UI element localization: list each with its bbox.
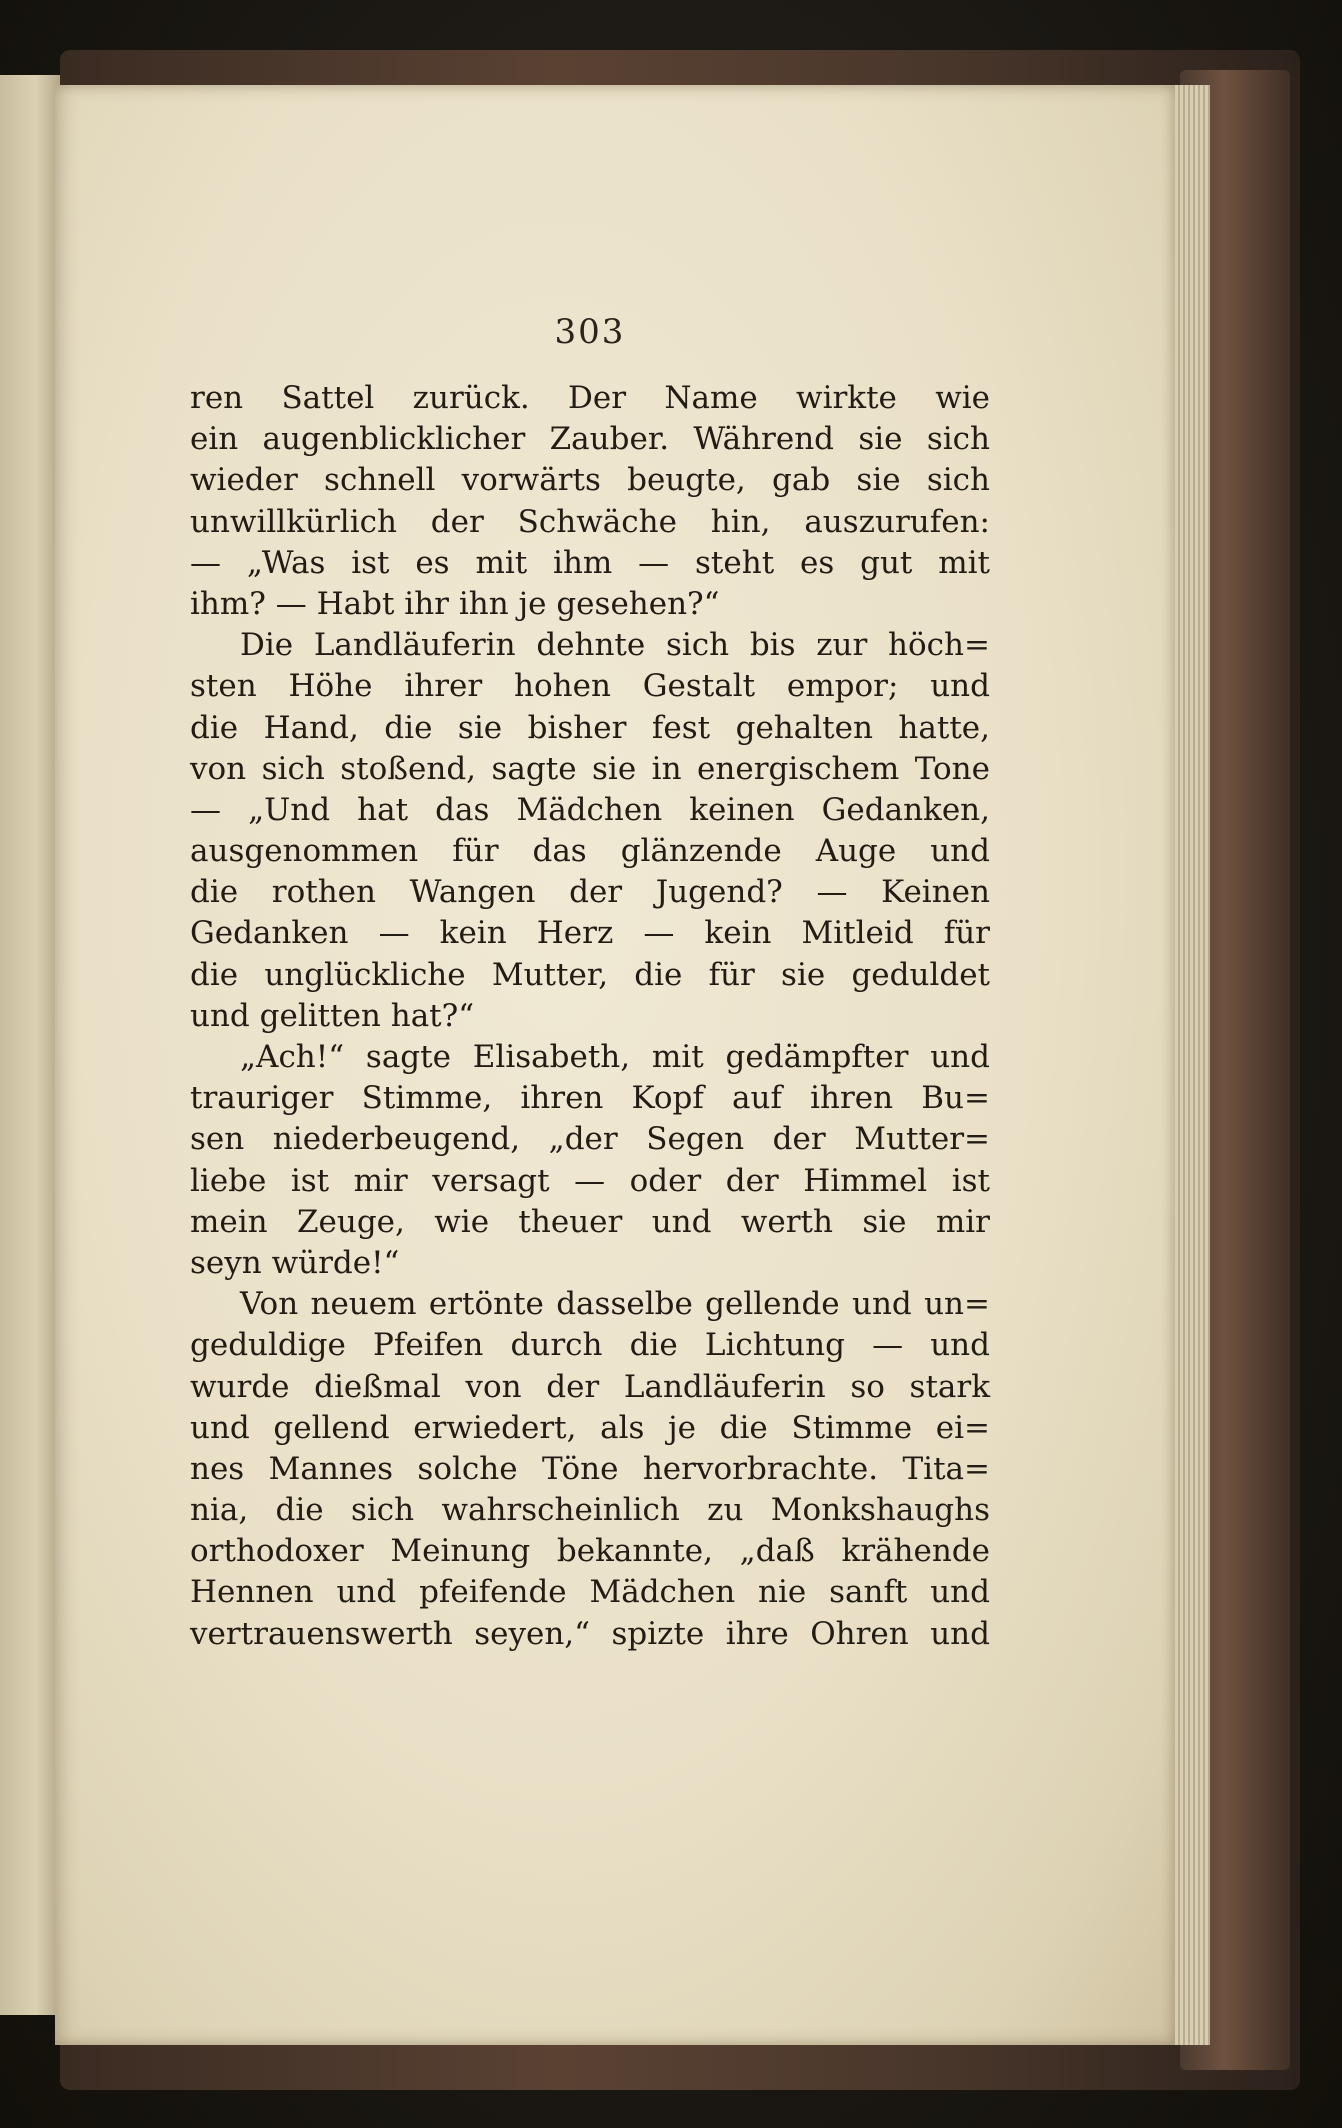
text-line: Die Landläuferin dehnte sich bis zur höch=	[240, 627, 990, 664]
text-line: sen niederbeugend, „der Segen der Mutter=	[190, 1121, 990, 1158]
text-line: — „Was ist es mit ihm — steht es gut mit	[190, 544, 990, 581]
text-line: vertrauenswerth seyen,“ spizte ihre Ohren und	[190, 1615, 990, 1652]
text-line: — „Und hat das Mädchen keinen Gedanken,	[190, 791, 990, 828]
text-line: orthodoxer Meinung bekannte, „daß krähende	[190, 1533, 990, 1570]
text-line: ausgenommen für das glänzende Auge und	[190, 833, 990, 870]
text-line: liebe ist mir versagt — oder der Himmel ist	[190, 1162, 990, 1199]
text-line: die Hand, die sie bisher fest gehalten hatte,	[190, 709, 990, 746]
page-text	[190, 378, 990, 1655]
text-line: ein augenblicklicher Zauber. Während sie sich	[190, 421, 990, 458]
text-line: und gellend erwiedert, als je die Stimme ei=	[190, 1409, 990, 1446]
text-line: wurde dießmal von der Landläuferin so stark	[190, 1368, 990, 1405]
text-line: von sich stoßend, sagte sie in energischem Tone	[190, 750, 990, 787]
text-line: trauriger Stimme, ihren Kopf auf ihren Bu=	[190, 1080, 990, 1117]
text-line: wieder schnell vorwärts beugte, gab sie sich	[190, 462, 990, 499]
text-line: ren Sattel zurück. Der Name wirkte wie	[190, 380, 990, 416]
text-line: und gelitten hat?“	[190, 997, 475, 1034]
text-line: ihm? — Habt ihr ihn je gesehen?“	[190, 585, 720, 622]
text-line: die rothen Wangen der Jugend? — Keinen	[190, 874, 990, 911]
page-number: 303	[554, 312, 626, 352]
text-line: Von neuem ertönte dasselbe gellende und un=	[240, 1286, 990, 1323]
text-line: mein Zeuge, wie theuer und werth sie mir	[190, 1203, 990, 1240]
text-line: unwillkürlich der Schwäche hin, auszurufen:	[190, 503, 990, 540]
text-line: geduldige Pfeifen durch die Lichtung — und	[190, 1327, 990, 1364]
text-line: „Ach!“ sagte Elisabeth, mit gedämpfter und	[240, 1039, 990, 1075]
text-line: nes Mannes solche Töne hervorbrachte. Tita=	[190, 1450, 990, 1487]
text-line: Hennen und pfeifende Mädchen nie sanft und	[190, 1574, 990, 1611]
text-line: nia, die sich wahrscheinlich zu Monkshaughs	[190, 1492, 990, 1529]
text-line: die unglückliche Mutter, die für sie geduldet	[190, 956, 990, 993]
text-line: sten Höhe ihrer hohen Gestalt empor; und	[190, 668, 990, 705]
text-line: Gedanken — kein Herz — kein Mitleid für	[190, 915, 990, 952]
text-line: seyn würde!“	[190, 1244, 400, 1281]
facing-page-edge	[0, 75, 60, 2015]
